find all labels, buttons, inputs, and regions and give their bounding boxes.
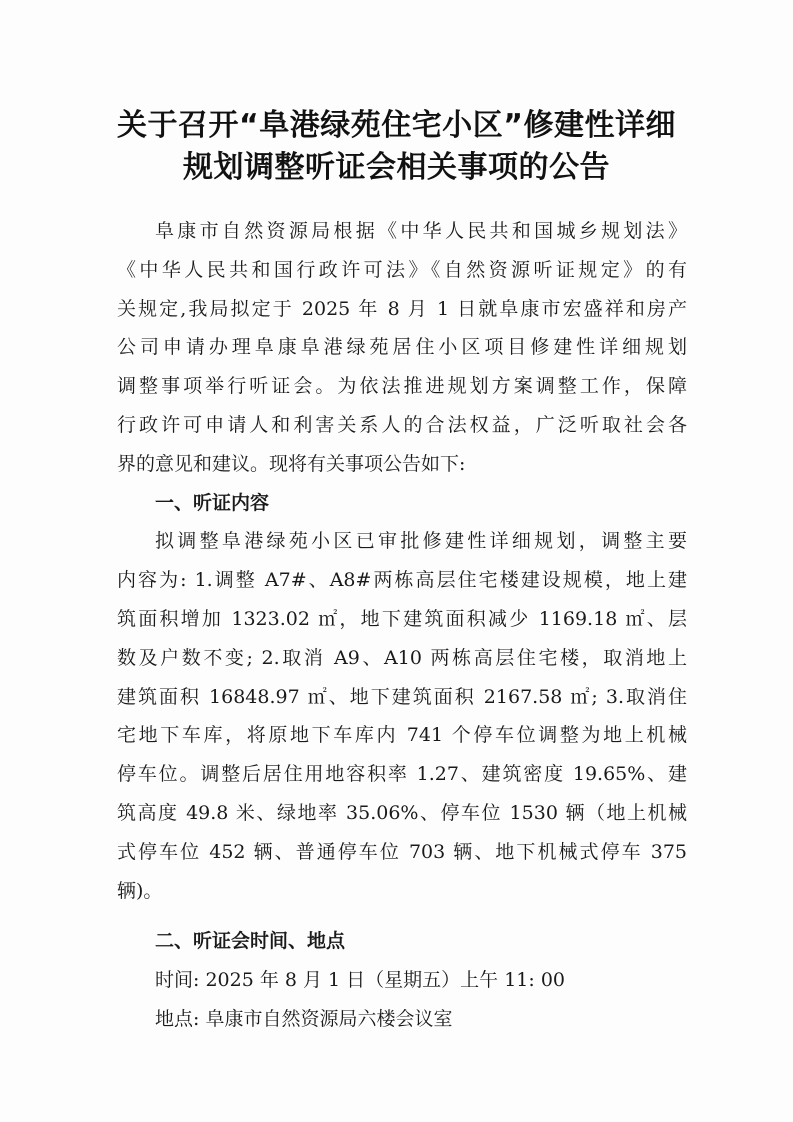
intro-line: 关规定,我局拟定于 2025 年 8 月 1 日就阜康市宏盛祥和房产: [117, 297, 687, 320]
section-spacer: [117, 910, 687, 922]
section-heading-hearing-content: 一、听证内容: [155, 491, 270, 514]
intro-line: 阜康市自然资源局根据《中华人民共和国城乡规划法》: [155, 220, 687, 242]
section1-line: 建筑面积 16848.97 ㎡、地下建筑面积 2167.58 ㎡; 3.取消住: [117, 685, 687, 708]
intro-line: 公司申请办理阜康阜港绿苑居住小区项目修建性详细规划: [117, 336, 687, 359]
intro-line: 调整事项举行听证会。为依法推进规划方案调整工作，保障: [117, 375, 687, 398]
hearing-time: 时间: 2025 年 8 月 1 日（星期五）上午 11: 00: [155, 969, 566, 992]
section1-line: 筑高度 49.8 米、绿地率 35.06%、停车位 1530 辆（地上机械: [117, 801, 687, 824]
section1-line: 停车位。调整后居住用地容积率 1.27、建筑密度 19.65%、建: [117, 763, 687, 786]
section1-line: 宅地下车库，将原地下车库内 741 个停车位调整为地上机械: [117, 724, 687, 747]
intro-line: 界的意见和建议。现将有关事项公告如下:: [117, 452, 466, 475]
section1-line: 辆)。: [117, 879, 163, 902]
intro-line: 行政许可申请人和利害关系人的合法权益，广泛听取社会各: [117, 413, 687, 436]
section1-line: 拟调整阜港绿苑小区已审批修建性详细规划，调整主要: [155, 530, 687, 553]
section-heading-time-place: 二、听证会时间、地点: [155, 930, 346, 953]
document-title-line-2: 规划调整听证会相关事项的公告: [183, 150, 610, 185]
section1-line: 内容为: 1.调整 A7#、A8#两栋高层住宅楼建设规模，地上建: [117, 569, 687, 592]
section1-line: 式停车位 452 辆、普通停车位 703 辆、地下机械式停车 375: [117, 840, 687, 863]
section1-line: 筑面积增加 1323.02 ㎡，地下建筑面积减少 1169.18 ㎡、层: [117, 607, 687, 630]
hearing-place: 地点: 阜康市自然资源局六楼会议室: [155, 1007, 453, 1030]
document-title-line-1: 关于召开“阜港绿苑住宅小区”修建性详细: [117, 108, 676, 143]
document-body: [117, 212, 687, 1039]
section1-line: 数及户数不变; 2.取消 A9、A10 两栋高层住宅楼，取消地上: [117, 646, 687, 669]
intro-line: 《中华人民共和国行政许可法》《自然资源听证规定》的有: [117, 258, 687, 281]
